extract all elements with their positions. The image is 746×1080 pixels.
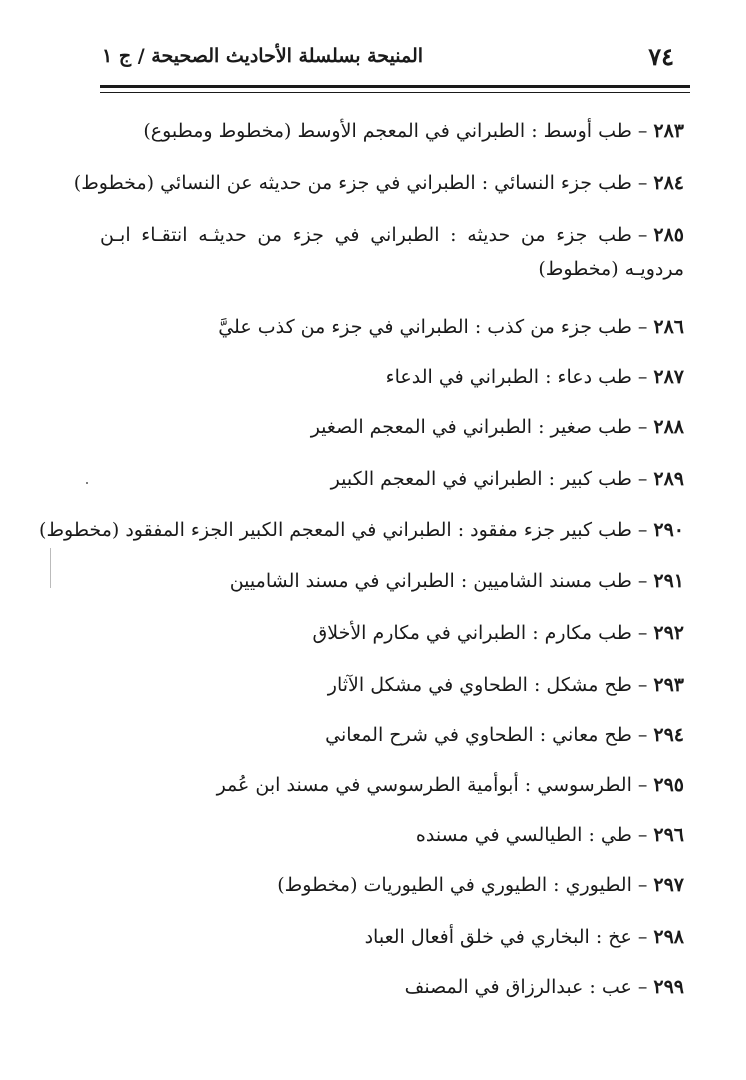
entry-292: ٢٩٢–طب مكارم : الطبراني في مكارم الأخلاق [312,622,684,644]
entry-285: ٢٨٥–طب جزء من حديثه : الطبراني في جزء من حديثـه انتقـاء ابـن مردويـه (مخطوط) [100,224,684,280]
entry-284: ٢٨٤–طب جزء النسائي : الطبراني في جزء من حديثه عن النسائي (مخطوط) [73,172,684,194]
entry-293: ٢٩٣–طح مشكل : الطحاوي في مشكل الآثار [327,674,684,696]
entry-number: ٢٨٨ [653,416,684,438]
entry-number: ٢٩٨ [653,926,684,948]
page-header [102,36,688,76]
entry-number: ٢٩٤ [653,724,684,746]
entry-text: الطرسوسي : أبوأمية الطرسوسي في مسند ابن عُمر [216,774,632,796]
entry-text: طب صغير : الطبراني في المعجم الصغير [310,416,632,438]
scan-speck [50,548,51,588]
entry-text: طب جزء من كذب : الطبراني في جزء من كذب عليَّ [218,316,632,338]
entry-294: ٢٩٤–طح معاني : الطحاوي في شرح المعاني [325,724,684,746]
entry-text: طب دعاء : الطبراني في الدعاء [385,366,632,388]
entry-text: عب : عبدالرزاق في المصنف [404,976,632,998]
running-title: المنيحة بسلسلة الأحاديث الصحيحة / ج ١ [102,45,424,67]
entry-number: ٢٩٧ [653,874,684,896]
entry-number: ٢٩٩ [653,976,684,998]
entry-number: ٢٩٣ [653,674,684,696]
entry-text: طب كبير : الطبراني في المعجم الكبير [330,468,632,490]
entry-number: ٢٨٤ [653,172,684,194]
entry-text: الطيوري : الطيوري في الطيوريات (مخطوط) [277,874,632,896]
entry-text: طب جزء النسائي : الطبراني في جزء من حديثه عن النسائي (مخطوط) [73,172,632,194]
entry-287: ٢٨٧–طب دعاء : الطبراني في الدعاء [385,366,684,388]
entry-number: ٢٨٥ [653,224,684,246]
entry-number: ٢٩٥ [653,774,684,796]
entry-number: ٢٨٧ [653,366,684,388]
entry-299: ٢٩٩–عب : عبدالرزاق في المصنف [404,976,684,998]
entry-286: ٢٨٦–طب جزء من كذب : الطبراني في جزء من كذب عليَّ [218,316,684,338]
entry-296: ٢٩٦–طي : الطيالسي في مسنده [415,824,684,846]
entry-288: ٢٨٨–طب صغير : الطبراني في المعجم الصغير [310,416,684,438]
entry-text: طب أوسط : الطبراني في المعجم الأوسط (مخطوط ومطبوع) [143,120,632,142]
scan-speck [86,482,88,484]
entry-289: ٢٨٩–طب كبير : الطبراني في المعجم الكبير [330,468,684,490]
entry-text: طب كبير جزء مفقود : الطبراني في المعجم الكبير الجزء المفقود (مخطوط) [39,519,632,541]
header-rule-thin [100,92,690,93]
entry-number: ٢٩٦ [653,824,684,846]
entry-number: ٢٨٣ [653,120,684,142]
entry-text: طب جزء من حديثه : الطبراني في جزء من حديثـه انتقـاء ابـن مردويـه (مخطوط) [100,224,684,280]
entry-number: ٢٨٦ [653,316,684,338]
page-number: ٧٤ [648,41,674,71]
entry-number: ٢٨٩ [653,468,684,490]
entry-number: ٢٩١ [653,570,684,592]
entry-text: طي : الطيالسي في مسنده [415,824,632,846]
entry-298: ٢٩٨–عخ : البخاري في خلق أفعال العباد [364,926,684,948]
entry-295: ٢٩٥–الطرسوسي : أبوأمية الطرسوسي في مسند ابن عُمر [216,774,684,796]
entry-text: طح معاني : الطحاوي في شرح المعاني [325,724,632,746]
entry-text: عخ : البخاري في خلق أفعال العباد [364,926,632,948]
entry-297: ٢٩٧–الطيوري : الطيوري في الطيوريات (مخطوط) [277,874,684,896]
entry-number: ٢٩٠ [653,519,684,541]
entry-text: طب مكارم : الطبراني في مكارم الأخلاق [312,622,632,644]
header-rule [100,85,690,88]
entry-290: ٢٩٠–طب كبير جزء مفقود : الطبراني في المعجم الكبير الجزء المفقود (مخطوط) [39,519,684,541]
entry-text: طب مسند الشاميين : الطبراني في مسند الشاميين [229,570,632,592]
entry-number: ٢٩٢ [653,622,684,644]
entry-291: ٢٩١–طب مسند الشاميين : الطبراني في مسند الشاميين [229,570,684,592]
entry-283: ٢٨٣–طب أوسط : الطبراني في المعجم الأوسط (مخطوط ومطبوع) [143,120,684,142]
entry-text: طح مشكل : الطحاوي في مشكل الآثار [327,674,632,696]
